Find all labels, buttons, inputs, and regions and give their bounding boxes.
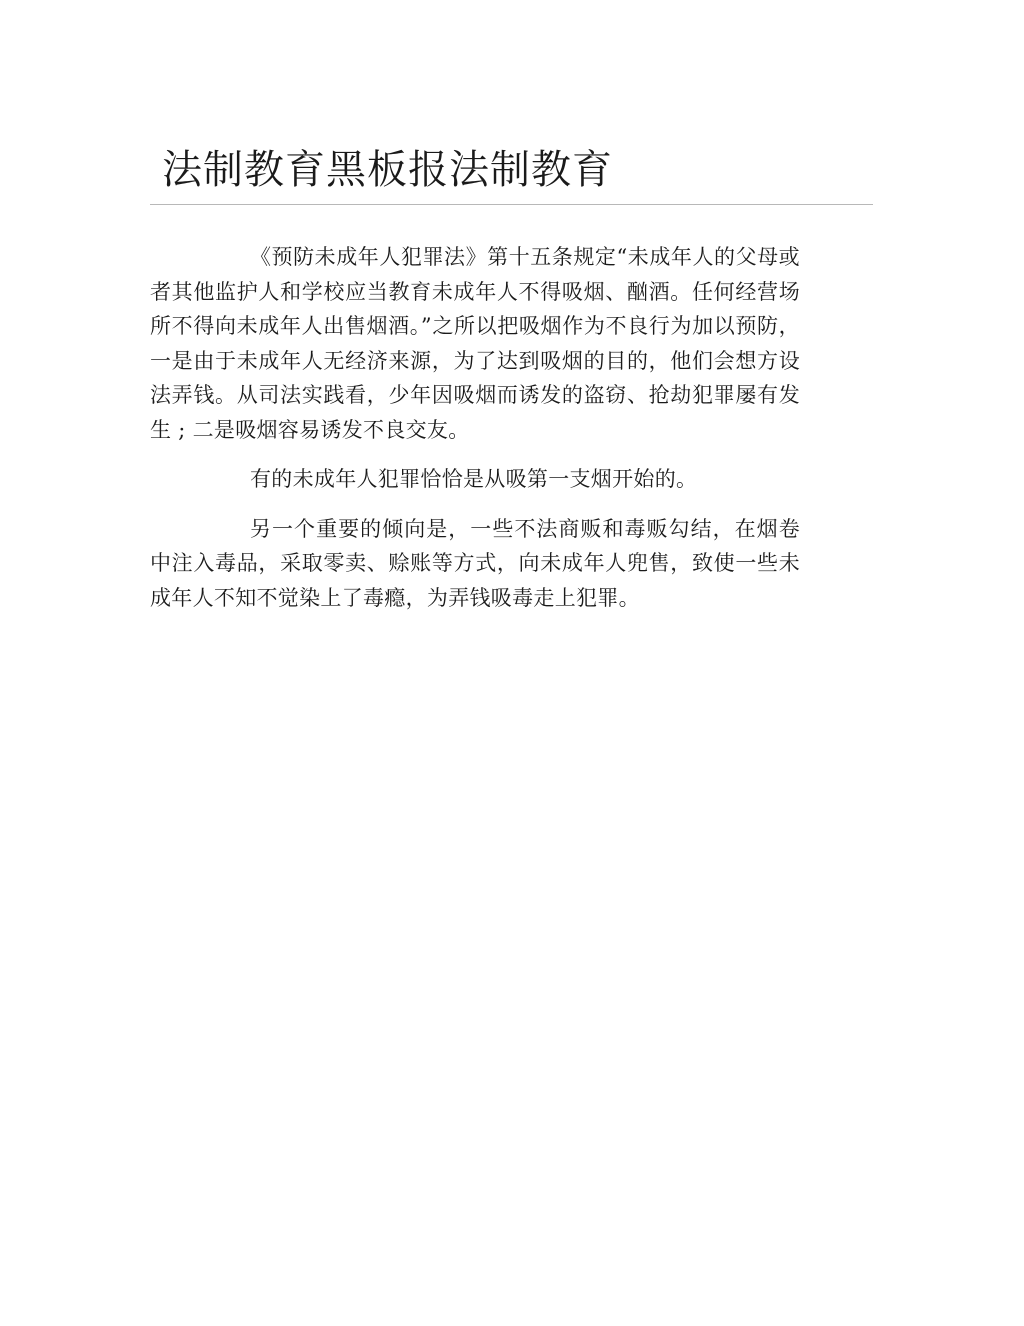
paragraph-2: 有的未成年人犯罪恰恰是从吸第一支烟开始的。 xyxy=(250,467,698,491)
paragraph-3: 另一个重要的倾向是，一些不法商贩和毒贩勾结，在烟卷中注入毒品，采取零卖、赊账等方式，向未成年人兜售，致使一些未成年人不知不觉染上了毒瘾，为弄钱吸毒走上犯罪。 xyxy=(150,516,800,610)
document-body xyxy=(150,240,800,630)
page-title: 法制教育黑板报法制教育 xyxy=(162,147,613,193)
title-divider xyxy=(150,204,873,205)
paragraph-1: 《预防未成年人犯罪法》第十五条规定“未成年人的父母或者其他监护人和学校应当教育未成年人不得吸烟、酗酒。任何经营场所不得向未成年人出售烟酒。”之所以把吸烟作为不良行为加以预防，一是由于未成年人无经济来源，为了达到吸烟的目的，他们会想方设法弄钱。从司法实践看，少年因吸烟而诱发的盗窃、抢劫犯罪屡有发生 ; 二是吸烟容易诱发不良交友。 xyxy=(150,245,800,442)
